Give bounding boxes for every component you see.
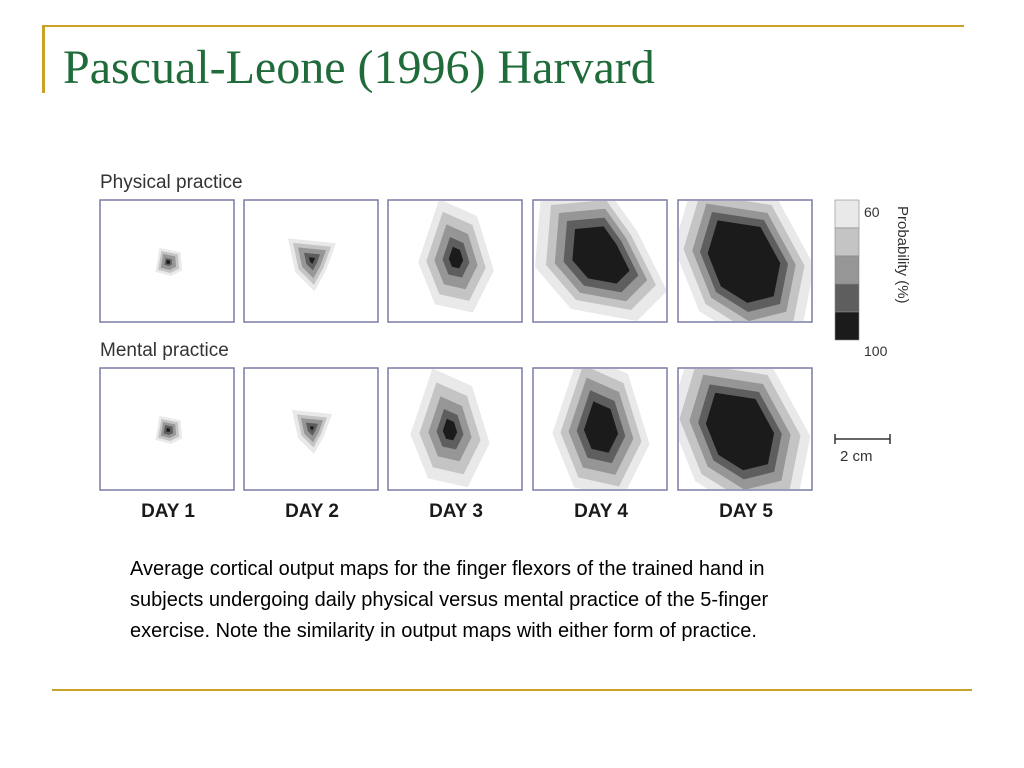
legend-max-label: 100 (864, 343, 888, 359)
title-accent-bar (42, 25, 45, 93)
day-label-4: DAY 4 (574, 501, 628, 522)
contour-level-100 (166, 260, 170, 264)
day-label-3: DAY 3 (429, 501, 483, 522)
legend-min-label: 60 (864, 204, 880, 220)
scale-bar-label: 2 cm (840, 448, 873, 465)
legend-swatch-90 (835, 284, 859, 312)
row-label-mental: Mental practice (100, 340, 229, 361)
legend-title: Probability (%) (894, 206, 911, 304)
day-label-2: DAY 2 (285, 501, 339, 522)
row-label-physical: Physical practice (100, 172, 243, 193)
legend-swatch-70 (835, 228, 859, 256)
figure-caption: Average cortical output maps for the finger flexors of the trained hand in subjects undergoing daily physical versus mental practice of the 5-finger exercise. Note the similarity in output maps with either form of practice. (130, 558, 769, 642)
legend-swatch-80 (835, 256, 859, 284)
cortical-map-figure (90, 158, 930, 538)
day-label-1: DAY 1 (141, 501, 195, 522)
bottom-rule (52, 689, 972, 691)
legend-swatch-100 (835, 312, 859, 340)
slide-title: Pascual-Leone (1996) Harvard (63, 41, 655, 94)
day-label-5: DAY 5 (719, 501, 773, 522)
contour-level-100 (166, 428, 170, 432)
legend-swatch-60 (835, 200, 859, 228)
top-rule (42, 25, 964, 27)
